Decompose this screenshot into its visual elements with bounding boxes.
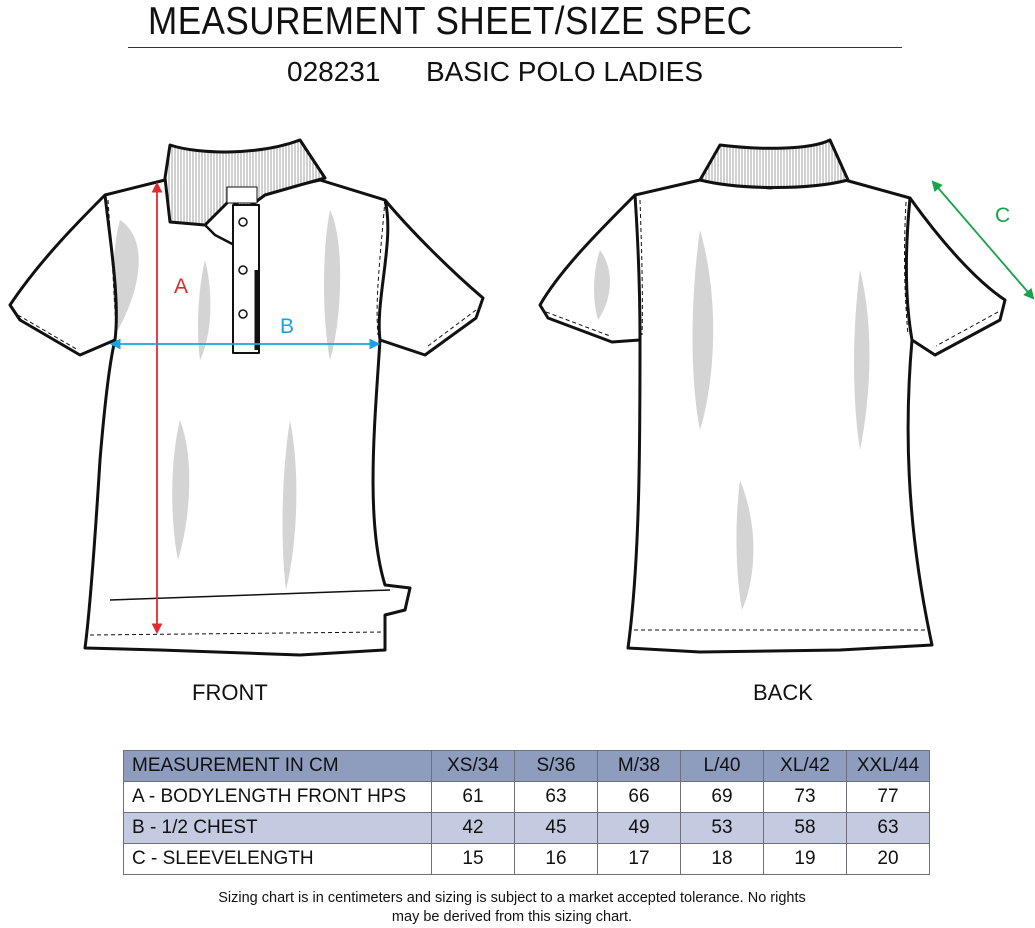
table-cell: 58: [764, 813, 847, 844]
back-polo-drawing: [540, 140, 1005, 652]
table-row: [124, 813, 930, 844]
table-cell: 63: [515, 782, 598, 813]
table-cell: 18: [681, 844, 764, 875]
table-cell: 49: [598, 813, 681, 844]
table-cell: 66: [598, 782, 681, 813]
article-code: 028231: [287, 56, 381, 87]
footnote: [0, 889, 1024, 927]
table-cell: 42: [432, 813, 515, 844]
header-label: MEASUREMENT IN CM: [124, 751, 432, 782]
table-cell: 20: [847, 844, 930, 875]
table-cell: 61: [432, 782, 515, 813]
table-cell: 73: [764, 782, 847, 813]
back-view-label: BACK: [753, 680, 813, 705]
row-label: C - SLEEVELENGTH: [124, 844, 432, 875]
table-cell: 77: [847, 782, 930, 813]
footnote-line-1: Sizing chart is in centimeters and sizing is subject to a market accepted tolerance. No rights: [218, 890, 806, 906]
size-header: XS/34: [432, 751, 515, 782]
size-header: XXL/44: [847, 751, 930, 782]
table-cell: 15: [432, 844, 515, 875]
row-label: A - BODYLENGTH FRONT HPS: [124, 782, 432, 813]
marker-a-label: A: [174, 275, 189, 298]
front-shading: [113, 210, 340, 590]
table-cell: 53: [681, 813, 764, 844]
table-row: [124, 844, 930, 875]
front-view-label: FRONT: [192, 680, 268, 705]
table-cell: 45: [515, 813, 598, 844]
table-cell: 16: [515, 844, 598, 875]
size-header: S/36: [515, 751, 598, 782]
measure-a: [157, 184, 188, 632]
table-cell: 63: [847, 813, 930, 844]
footnote-line-2: may be derived from this sizing chart.: [391, 909, 633, 925]
table-cell: 69: [681, 782, 764, 813]
row-label: B - 1/2 CHEST: [124, 813, 432, 844]
measure-c: [933, 182, 1033, 298]
table-header-row: [124, 751, 930, 782]
size-header: M/38: [598, 751, 681, 782]
article-name: BASIC POLO LADIES: [426, 56, 703, 87]
page-title: MEASUREMENT SHEET/SIZE SPEC: [148, 0, 753, 43]
size-header: L/40: [681, 751, 764, 782]
size-spec-table: [123, 750, 930, 875]
size-header: XL/42: [764, 751, 847, 782]
marker-c-label: C: [995, 204, 1011, 227]
marker-b-label: B: [280, 315, 295, 338]
table-cell: 19: [764, 844, 847, 875]
front-polo-drawing: [10, 140, 483, 655]
table-row: [124, 782, 930, 813]
table-cell: 17: [598, 844, 681, 875]
